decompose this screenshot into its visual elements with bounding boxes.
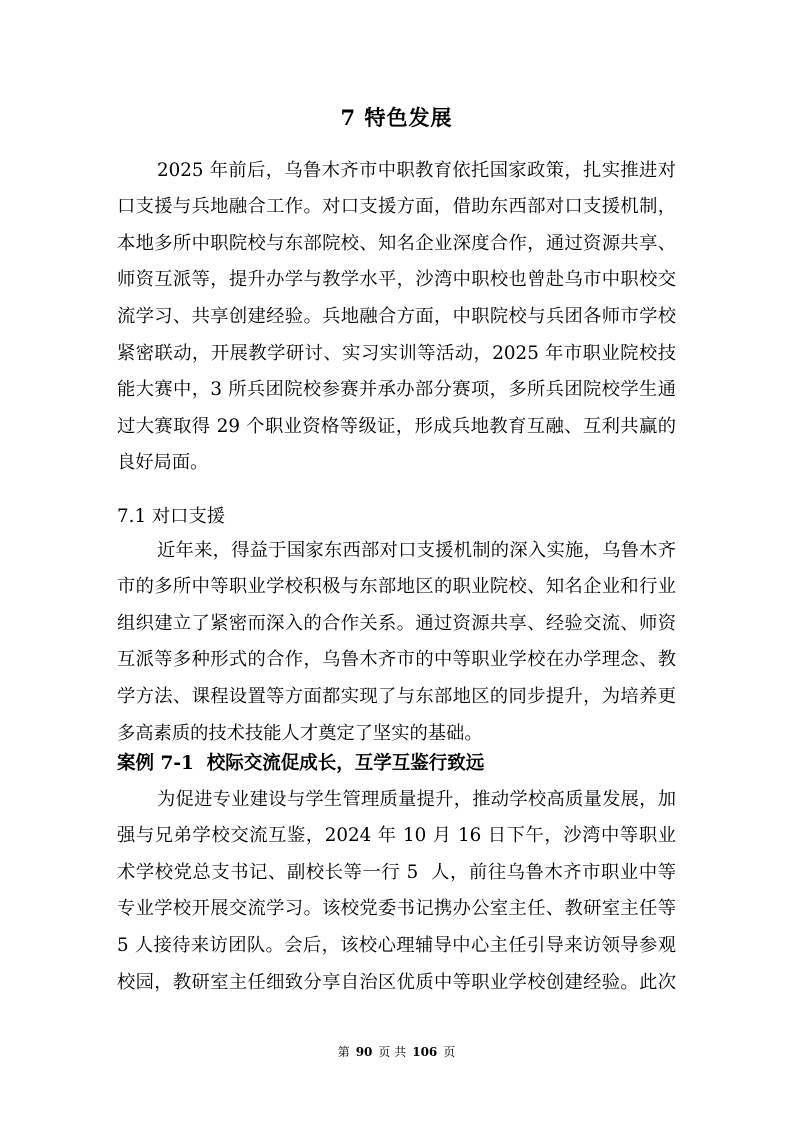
paragraph-line: 口支援与兵地融合工作。对口支援方面，借助东西部对口支援机制，: [117, 196, 676, 218]
paragraph-line: 强与兄弟学校交流互鉴，2024 年 10 月 16 日下午，沙湾中等职业: [117, 825, 676, 847]
page-footer: [0, 1043, 793, 1061]
paragraph-line: 互派等多种形式的合作，乌鲁木齐市的中等职业学校在办学理念、教: [117, 649, 676, 671]
footer-page-prefix: 第: [337, 1045, 350, 1059]
paragraph-line: 市的多所中等职业学校积极与东部地区的职业院校、知名企业和行业: [117, 576, 676, 598]
case-heading-7-1: 案例 7-1 校际交流促成长，互学互鉴行致远: [117, 753, 485, 774]
paragraph-line: 2025 年前后，乌鲁木齐市中职教育依托国家政策，扎实推进对: [157, 159, 676, 181]
paragraph-line: 多高素质的技术技能人才奠定了坚实的基础。: [117, 722, 483, 744]
paragraph-line: 术学校党总支书记、副校长等一行 5 人，前往乌鲁木齐市职业中等: [117, 861, 676, 883]
paragraph-line: 近年来，得益于国家东西部对口支援机制的深入实施，乌鲁木齐: [157, 539, 676, 561]
footer-page-suffix: 页: [443, 1045, 456, 1059]
paragraph-line: 紧密联动，开展教学研讨、实习实训等活动，2025 年市职业院校技: [117, 342, 676, 364]
paragraph-line: 流学习、共享创建经验。兵地融合方面，中职院校与兵团各师市学校: [117, 306, 676, 328]
paragraph-line: 专业学校开展交流学习。该校党委书记携办公室主任、教研室主任等: [117, 898, 676, 920]
paragraph-line: 组织建立了紧密而深入的合作关系。通过资源共享、经验交流、师资: [117, 612, 676, 634]
paragraph-case: [117, 782, 676, 1002]
chapter-title: 7 特色发展: [340, 105, 453, 130]
paragraph-support: [117, 533, 676, 753]
footer-page-number: 90: [355, 1045, 373, 1059]
paragraph-line: 过大赛取得 29 个职业资格等级证，形成兵地教育互融、互利共赢的: [117, 415, 676, 437]
paragraph-line: 能大赛中，3 所兵团院校参赛并承办部分赛项，多所兵团院校学生通: [117, 379, 676, 401]
footer-total-pages: 106: [412, 1045, 438, 1059]
paragraph-line: 本地多所中职院校与东部院校、知名企业深度合作，通过资源共享、: [117, 232, 676, 254]
paragraph-line: 校园，教研室主任细致分享自治区优质中等职业学校创建经验。此次: [117, 971, 676, 993]
footer-page-middle: 页 共: [378, 1045, 407, 1059]
paragraph-line: 为促进专业建设与学生管理质量提升，推动学校高质量发展，加: [157, 788, 676, 810]
paragraph-line: 师资互派等，提升办学与教学水平，沙湾中职校也曾赴乌市中职校交: [117, 269, 676, 291]
paragraph-intro: [117, 153, 676, 482]
paragraph-line: 5 人接待来访团队。会后，该校心理辅导中心主任引导来访领导参观: [117, 935, 676, 957]
paragraph-line: 学方法、课程设置等方面都实现了与东部地区的同步提升，为培养更: [117, 686, 676, 708]
paragraph-line: 良好局面。: [117, 452, 209, 474]
section-heading-7-1: 7.1 对口支援: [117, 506, 226, 527]
